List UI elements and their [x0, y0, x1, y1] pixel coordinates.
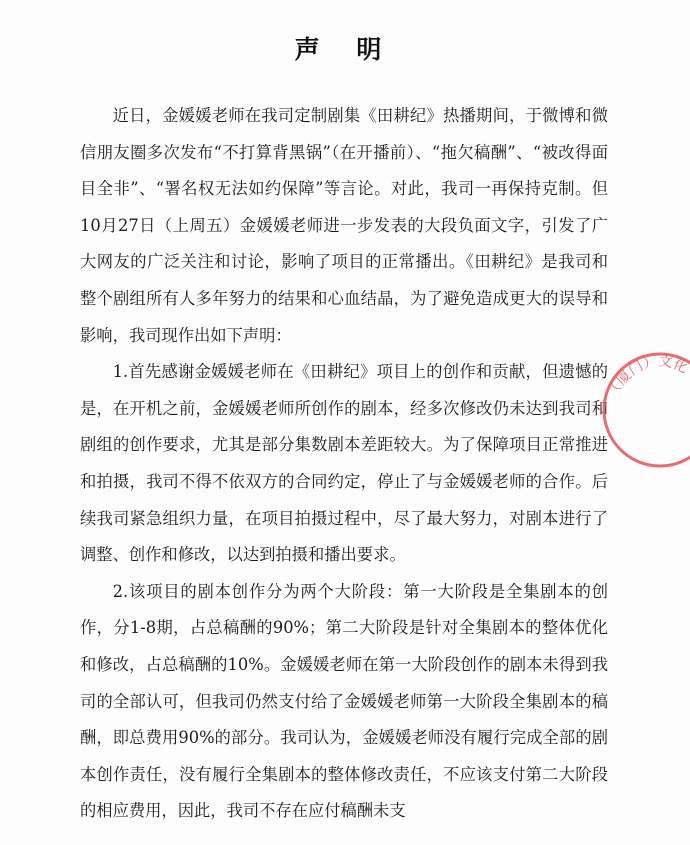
- document-body: [80, 98, 608, 830]
- company-seal-stamp: [600, 350, 690, 470]
- seal-text: （厦门）文化: [605, 353, 690, 401]
- paragraph-point-2: 2.该项目的剧本创作分为两个大阶段：第一大阶段是全集剧本的创作，分1-8期，占总稿酬的90%；第二大阶段是针对全集剧本的整体优化和修改，占总稿酬的10%。金媛媛老师在第一大阶段创作的剧本未得到我司的全部认可，但我司仍然支付给了金媛媛老师第一大阶段全集剧本的稿酬，即总费用90%的部分。我司认为，金媛媛老师没有履行完成全部的剧本创作责任，没有履行全集剧本的整体修改责任，不应该支付第二大阶段的相应费用，因此，我司不存在应付稿酬未支: [80, 581, 608, 821]
- document-title: 声 明: [294, 35, 396, 64]
- paragraph-point-1: 1.首先感谢金媛媛老师在《田耕纪》项目上的创作和贡献，但遗憾的是，在开机之前，金媛媛老师所创作的剧本，经多次修改仍未达到我司和剧组的创作要求，尤其是部分集数剧本差距较大。为了保障项目正常推进和拍摄，我司不得不依双方的合同约定，停止了与金媛媛老师的合作。后续我司紧急组织力量，在项目拍摄过程中，尽了最大努力，对剧本进行了调整、创作和修改，以达到拍摄和播出要求。: [80, 362, 608, 565]
- paragraph-intro: 近日，金媛媛老师在我司定制剧集《田耕纪》热播期间，于微博和微信朋友圈多次发布“不打算背黑锅”（在开播前）、“拖欠稿酬”、“被改得面目全非”、“署名权无法如约保障”等言论。对此，我司一再保持克制。但10月27日（上周五）金媛媛老师进一步发表的大段负面文字，引发了广大网友的广泛关注和讨论，影响了项目的正常播出。《田耕纪》是我司和整个剧组所有人多年努力的结果和心血结晶，为了避免造成更大的误导和影响，我司现作出如下声明：: [80, 106, 608, 345]
